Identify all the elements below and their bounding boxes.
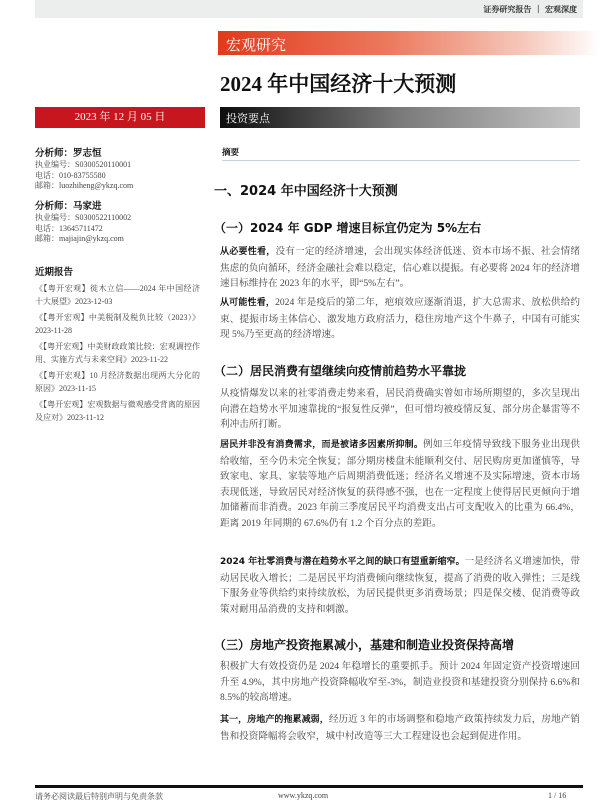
paragraph: 从疫情爆发以来的社零消费走势来看，居民消费确实曾如市场所期望的，多次呈现出向潜在趋势水平加速靠拢的“报复性反弹”，但可惜均被疫情反复、部分房企暴雷等不利冲击所打断。 (220, 388, 580, 431)
analyst-email: 邮箱：luozhiheng@ykzq.com (35, 181, 134, 190)
key-points-banner (220, 107, 580, 128)
top-header-bar (35, 0, 583, 18)
paragraph-lead: 从必要性看， (220, 247, 276, 257)
paragraph (220, 554, 580, 617)
paragraph-lead: 居民并非没有消费需求，而是被诸多因素所抑制。 (220, 440, 424, 450)
analyst-phone: 电话：13645711472 (35, 223, 103, 233)
paragraph-text: 经历近 3 年的市场调整和稳地产政策持续发力后，房地产销售和投资降幅将会收窄，城中村改造等三大工程建设也会起到促进作用。 (220, 714, 580, 742)
subsection-heading: （二）居民消费有望继续向疫情前趋势水平靠拢 (214, 364, 467, 378)
analyst-card (35, 200, 205, 245)
analyst-card (35, 147, 205, 192)
category-banner (218, 31, 600, 55)
subsection-heading: （一）2024 年 GDP 增速目标宜仍定为 5%左右 (214, 221, 482, 235)
key-points-label: 投资要点 (226, 113, 270, 125)
paragraph-text: 例如三年疫情导致线下服务业出现供给收缩，至今仍未完全恢复；部分期房楼盘未能顺利交付、居民购房更加谨慎等，导致家电、家具、家装等地产后周期消费低迷；经济名义增速不及实际增速，资本市场表现低迷，导致居民对经济恢复的获得感不强，也在一定程度上使得居民更倾向于增加储蓄而非消费。2023 年前三季度居民平均消费支出占可支配收入的比重为 66.4%，距离 2019 年同期的 67.6%仍有 1.2 个百分点的差距。 (220, 439, 580, 529)
report-date: 2023 年 12 月 05 日 (35, 107, 205, 128)
recent-report-link[interactable]: 《【粤开宏观】宏观数据与微观感受背离的原因及应对》2023-11-12 (35, 400, 200, 422)
footer-disclaimer: 请务必阅读最后特别声明与免责条款 (35, 792, 163, 801)
analyst-license: 执业编号：S0300522110002 (35, 213, 132, 222)
paragraph-text: 2024 年是疫后的第二年，疤痕效应逐渐消退，扩大总需求、放松供给约束、提振市场主体信心、激发地方政府活力，稳住房地产这个牛鼻子，中国有可能实现 5%乃至更高的经济增速。 (220, 297, 580, 341)
category-label: 宏观研究 (226, 38, 287, 54)
report-type-label: 证券研究报告 ｜ 宏观深度 (483, 5, 577, 14)
recent-report-link[interactable]: 《【粤开宏观】中美财政政策比较：宏观调控作用、实施方式与未来空间》2023-11-22 (35, 342, 200, 364)
paragraph-lead: 其一，房地产的拖累减弱， (220, 715, 329, 725)
recent-reports-title: 近期报告 (35, 267, 74, 278)
abstract-label: 摘要 (222, 148, 240, 158)
subsection-heading: （三）房地产投资拖累减小，基建和制造业投资保持高增 (214, 638, 515, 652)
footer-divider (35, 785, 583, 788)
recent-report-link[interactable]: 《【粤开宏观】10 月经济数据出现两大分化的原因》2023-11-15 (35, 371, 200, 393)
recent-report-link[interactable]: 《【粤开宏观】中美税制及税负比较（2023）》2023-11-28 (35, 313, 200, 335)
paragraph: 积极扩大有效投资仍是 2024 年稳增长的重要抓手。预计 2024 年固定资产投资增速回升至 4.9%，其中房地产投资降幅收窄至-3%，制造业投资和基建投资分别保持 6.6%和 8.5%的较高增速。 (220, 661, 580, 704)
paragraph (220, 295, 580, 343)
paragraph-text: 一是经济名义增速加快，带动居民收入增长；二是居民平均消费倾向继续恢复，提高了消费的收入弹性；三是线下服务业等供给约束持续放松，为居民提供更多消费场景；四是保交楼、促消费等政策对耐用品消费的支持和刺激。 (220, 556, 581, 615)
paragraph (220, 244, 580, 292)
paragraph-text: 没有一定的经济增速，会出现实体经济低迷、资本市场不振、社会情绪焦虑的负向循环，经济金融社会难以稳定，信心难以提振。有必要将 2024 年的经济增速目标维持在 2023 年的水平，即“5%左右”。 (220, 246, 580, 290)
analyst-phone: 电话：010-83755580 (35, 170, 106, 180)
report-title: 2024 年中国经济十大预测 (220, 72, 457, 96)
abstract-divider (222, 160, 580, 161)
footer-website[interactable]: www.ykzq.com (278, 791, 329, 800)
section-heading: 一、2024 年中国经济十大预测 (214, 184, 398, 199)
paragraph (220, 437, 580, 532)
analyst-name: 分析师：罗志恒 (35, 148, 102, 159)
analyst-license: 执业编号：S0300520110001 (35, 160, 132, 169)
recent-report-link[interactable]: 《【粤开宏观】徙木立信——2024 年中国经济十大展望》2023-12-03 (35, 284, 200, 306)
paragraph-lead: 2024 年社零消费与潜在趋势水平之间的缺口有望重新缩窄。 (220, 557, 465, 567)
analyst-name: 分析师：马家进 (35, 201, 102, 212)
recent-reports (35, 264, 200, 427)
page-number: 1 / 16 (548, 791, 567, 800)
paragraph (220, 712, 580, 744)
paragraph-lead: 从可能性看， (220, 298, 276, 308)
analyst-email: 邮箱：majiajin@ykzq.com (35, 234, 124, 243)
